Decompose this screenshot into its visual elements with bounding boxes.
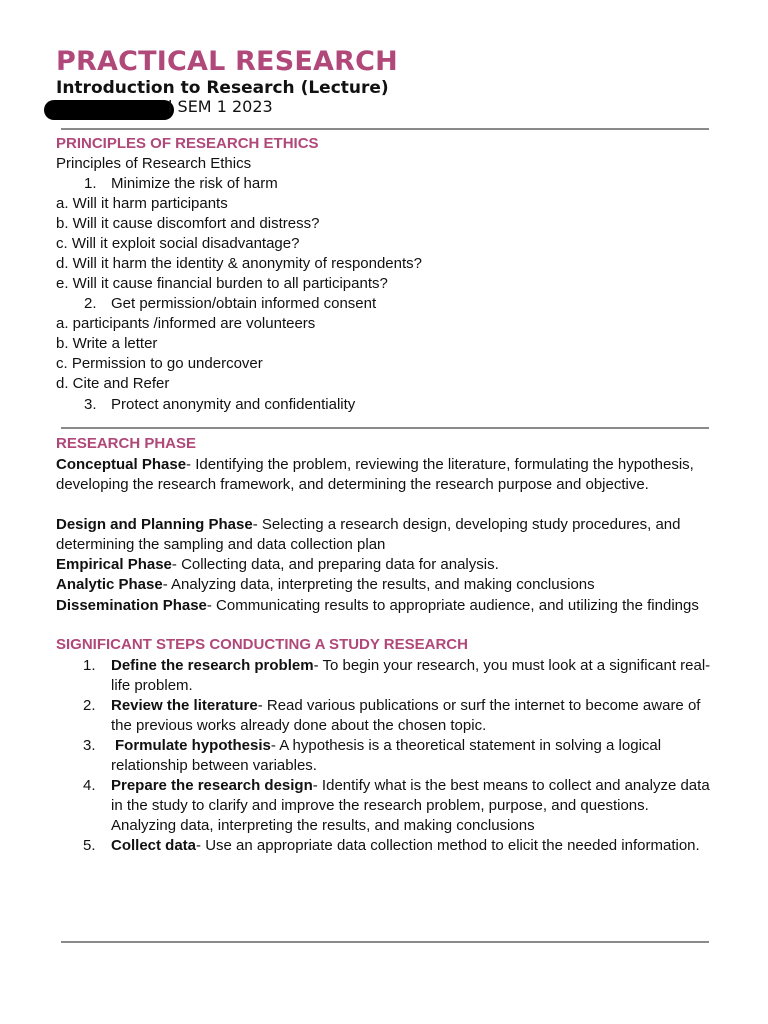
semester-label: l SEM 1 2023 <box>168 97 273 116</box>
divider <box>61 128 709 130</box>
step-item: Formulate hypothesis- A hypothesis is a theoretical statement in solving a logical relationship between variables. <box>111 737 662 774</box>
phase-item: Design and Planning Phase- Selecting a research design, developing study procedures, and determining the sampling and data collection plan <box>56 516 681 553</box>
step-number: 3. <box>83 737 96 754</box>
list-item: a. Will it harm participants <box>56 195 228 212</box>
step-number: 1. <box>83 657 96 674</box>
phase-item: Dissemination Phase- Communicating results to appropriate audience, and utilizing the findings <box>56 597 699 614</box>
step-number: 5. <box>83 837 96 854</box>
principle-item: Minimize the risk of harm <box>111 175 278 192</box>
phase-item: Conceptual Phase- Identifying the problem, reviewing the literature, formulating the hypothesis, developing the research framework, and determining the research purpose and objective. <box>56 456 694 493</box>
list-item: e. Will it cause financial burden to all participants? <box>56 275 388 292</box>
redaction-mark <box>44 100 174 120</box>
principle-number: 2. <box>84 295 97 312</box>
step-item: Collect data- Use an appropriate data collection method to elicit the needed information. <box>111 837 700 854</box>
list-item: c. Will it exploit social disadvantage? <box>56 235 300 252</box>
principle-item: Get permission/obtain informed consent <box>111 295 377 312</box>
divider <box>61 941 709 943</box>
principle-number: 3. <box>84 396 97 413</box>
ethics-intro: Principles of Research Ethics <box>56 155 252 172</box>
list-item: b. Write a letter <box>56 335 158 352</box>
section-heading-ethics: PRINCIPLES OF RESEARCH ETHICS <box>56 135 319 152</box>
list-item: d. Cite and Refer <box>56 375 170 392</box>
phase-item: Analytic Phase- Analyzing data, interpreting the results, and making conclusions <box>56 576 595 593</box>
list-item: a. participants /informed are volunteers <box>56 315 316 332</box>
list-item: c. Permission to go undercover <box>56 355 263 372</box>
section-heading-phase: RESEARCH PHASE <box>56 435 197 452</box>
step-number: 4. <box>83 777 96 794</box>
step-item: Prepare the research design- Identify what is the best means to collect and analyze data in the study to clarify and improve the research problem, purpose, and questions. Analyzing data, interpreting the results, and making conclusions <box>111 777 710 834</box>
page-subtitle: Introduction to Research (Lecture) <box>56 78 389 98</box>
section-heading-steps: SIGNIFICANT STEPS CONDUCTING A STUDY RESEARCH <box>56 636 468 653</box>
list-item: b. Will it cause discomfort and distress? <box>56 215 320 232</box>
principle-item: Protect anonymity and confidentiality <box>111 396 356 413</box>
page-title: PRACTICAL RESEARCH <box>56 46 398 77</box>
step-number: 2. <box>83 697 96 714</box>
divider <box>61 427 709 429</box>
step-item: Define the research problem- To begin your research, you must look at a significant real-life problem. <box>111 657 711 694</box>
list-item: d. Will it harm the identity & anonymity of respondents? <box>56 255 423 272</box>
step-item: Review the literature- Read various publications or surf the internet to become aware of the previous works already done about the chosen topic. <box>111 697 701 734</box>
principle-number: 1. <box>84 175 97 192</box>
phase-item: Empirical Phase- Collecting data, and preparing data for analysis. <box>56 556 499 573</box>
